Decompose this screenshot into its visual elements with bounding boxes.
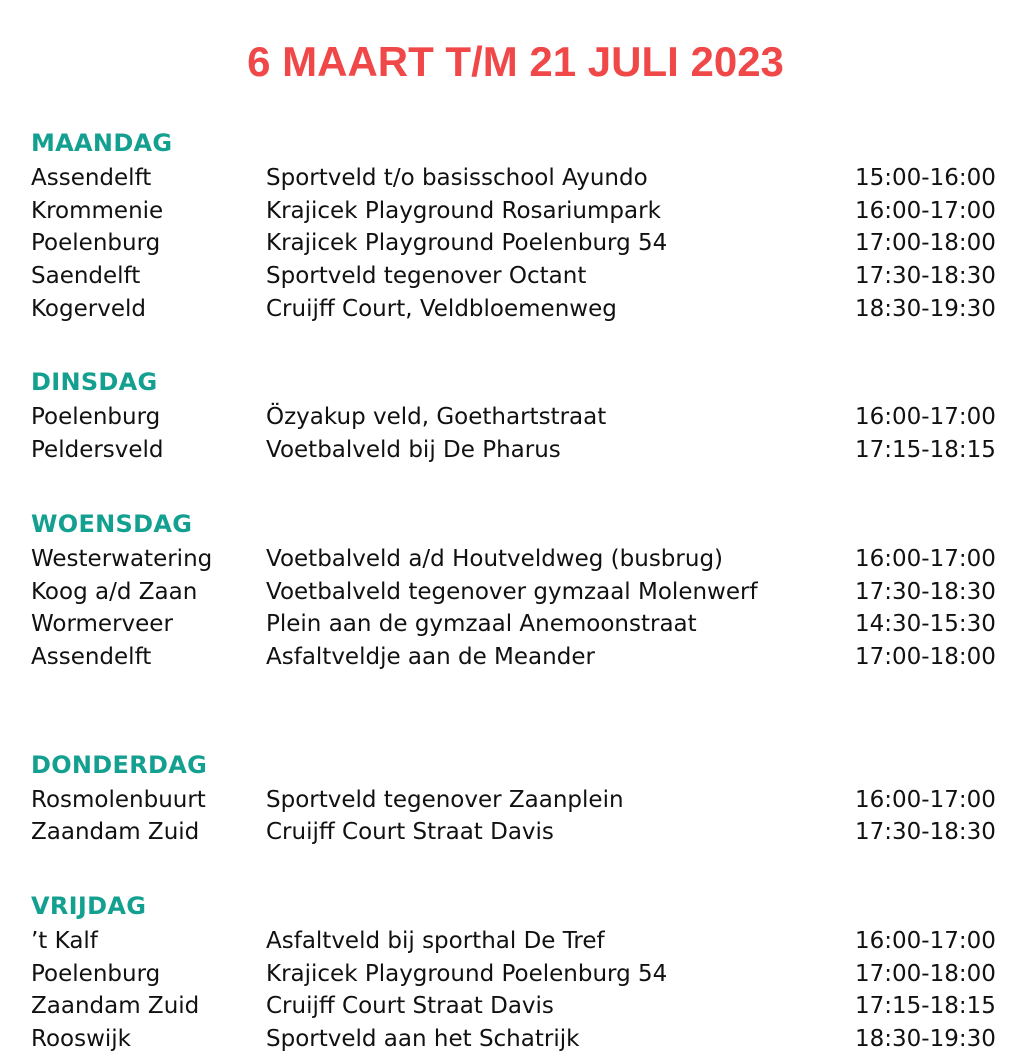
schedule-row bbox=[0, 576, 1031, 609]
place-cell: Kogerveld bbox=[31, 295, 146, 322]
time-cell: 18:30-19:30 bbox=[855, 295, 996, 322]
place-cell: Assendelft bbox=[31, 643, 152, 670]
time-cell: 16:00-17:00 bbox=[855, 404, 996, 431]
time-cell: 17:00-18:00 bbox=[855, 960, 996, 987]
location-cell: Özyakup veld, Goethartstraat bbox=[266, 404, 607, 431]
time-cell: 17:30-18:30 bbox=[855, 819, 996, 846]
location-cell: Cruijff Court Straat Davis bbox=[266, 819, 554, 846]
time-cell: 16:00-17:00 bbox=[855, 786, 996, 813]
time-cell: 16:00-17:00 bbox=[855, 927, 996, 954]
schedule-row bbox=[0, 958, 1031, 991]
day-section-dinsdag bbox=[0, 363, 1031, 466]
time-cell: 14:30-15:30 bbox=[855, 611, 996, 638]
place-cell: Krommenie bbox=[31, 197, 164, 224]
place-cell: Assendelft bbox=[31, 165, 152, 191]
location-cell: Krajicek Playground Poelenburg 54 bbox=[266, 230, 668, 257]
day-heading: DINSDAG bbox=[31, 368, 158, 397]
place-cell: Saendelft bbox=[31, 263, 141, 290]
day-section-donderdag bbox=[0, 746, 1031, 849]
day-section-woensdag bbox=[0, 505, 1031, 674]
schedule-row bbox=[0, 434, 1031, 467]
place-cell: Zaandam Zuid bbox=[31, 993, 200, 1020]
location-cell: Asfaltveld bij sporthal De Tref bbox=[266, 927, 605, 954]
location-cell: Voetbalveld a/d Houtveldweg (busbrug) bbox=[266, 545, 724, 572]
schedule-row bbox=[0, 990, 1031, 1023]
place-cell: Zaandam Zuid bbox=[31, 819, 200, 846]
location-cell: Cruijff Court, Veldbloemenweg bbox=[266, 295, 617, 322]
location-cell: Sportveld tegenover Octant bbox=[266, 263, 587, 290]
place-cell: Westerwatering bbox=[31, 545, 213, 572]
time-cell: 18:30-19:30 bbox=[855, 1026, 996, 1052]
location-cell: Voetbalveld bij De Pharus bbox=[266, 437, 561, 464]
place-cell: Rooswijk bbox=[31, 1026, 131, 1052]
place-cell: Poelenburg bbox=[31, 960, 161, 987]
place-cell: Peldersveld bbox=[31, 437, 164, 464]
place-cell: ’t Kalf bbox=[31, 927, 98, 954]
location-cell: Plein aan de gymzaal Anemoonstraat bbox=[266, 611, 697, 638]
schedule-row bbox=[0, 260, 1031, 293]
schedule-row bbox=[0, 543, 1031, 576]
place-cell: Koog a/d Zaan bbox=[31, 578, 198, 605]
schedule-row bbox=[0, 195, 1031, 228]
location-cell: Sportveld aan het Schatrijk bbox=[266, 1026, 580, 1052]
schedule bbox=[0, 124, 1031, 1056]
schedule-row bbox=[0, 608, 1031, 641]
place-cell: Wormerveer bbox=[31, 611, 173, 638]
schedule-row bbox=[0, 401, 1031, 434]
schedule-row bbox=[0, 227, 1031, 260]
schedule-row bbox=[0, 1023, 1031, 1056]
time-cell: 16:00-17:00 bbox=[855, 545, 996, 572]
schedule-row bbox=[0, 784, 1031, 817]
time-cell: 17:30-18:30 bbox=[855, 578, 996, 605]
location-cell: Sportveld t/o basisschool Ayundo bbox=[266, 165, 648, 191]
location-cell: Krajicek Playground Rosariumpark bbox=[266, 197, 661, 224]
time-cell: 17:15-18:15 bbox=[855, 993, 996, 1020]
place-cell: Rosmolenbuurt bbox=[31, 786, 206, 813]
day-heading: DONDERDAG bbox=[31, 750, 208, 779]
page-title: 6 MAART T/M 21 JULI 2023 bbox=[247, 38, 784, 85]
time-cell: 17:30-18:30 bbox=[855, 263, 996, 290]
day-heading: VRIJDAG bbox=[31, 891, 147, 920]
day-section-maandag bbox=[0, 124, 1031, 325]
time-cell: 15:00-16:00 bbox=[855, 165, 996, 191]
time-cell: 16:00-17:00 bbox=[855, 197, 996, 224]
time-cell: 17:15-18:15 bbox=[855, 437, 996, 464]
schedule-row bbox=[0, 816, 1031, 849]
schedule-row bbox=[0, 162, 1031, 195]
time-cell: 17:00-18:00 bbox=[855, 643, 996, 670]
location-cell: Cruijff Court Straat Davis bbox=[266, 993, 554, 1020]
schedule-row bbox=[0, 641, 1031, 674]
place-cell: Poelenburg bbox=[31, 404, 161, 431]
day-section-vrijdag bbox=[0, 887, 1031, 1056]
location-cell: Voetbalveld tegenover gymzaal Molenwerf bbox=[266, 578, 758, 605]
location-cell: Sportveld tegenover Zaanplein bbox=[266, 786, 624, 813]
schedule-row bbox=[0, 293, 1031, 326]
schedule-row bbox=[0, 925, 1031, 958]
day-heading: MAANDAG bbox=[31, 129, 173, 157]
day-heading: WOENSDAG bbox=[31, 509, 193, 538]
location-cell: Asfaltveldje aan de Meander bbox=[266, 643, 595, 670]
time-cell: 17:00-18:00 bbox=[855, 230, 996, 257]
place-cell: Poelenburg bbox=[31, 230, 161, 257]
location-cell: Krajicek Playground Poelenburg 54 bbox=[266, 960, 668, 987]
